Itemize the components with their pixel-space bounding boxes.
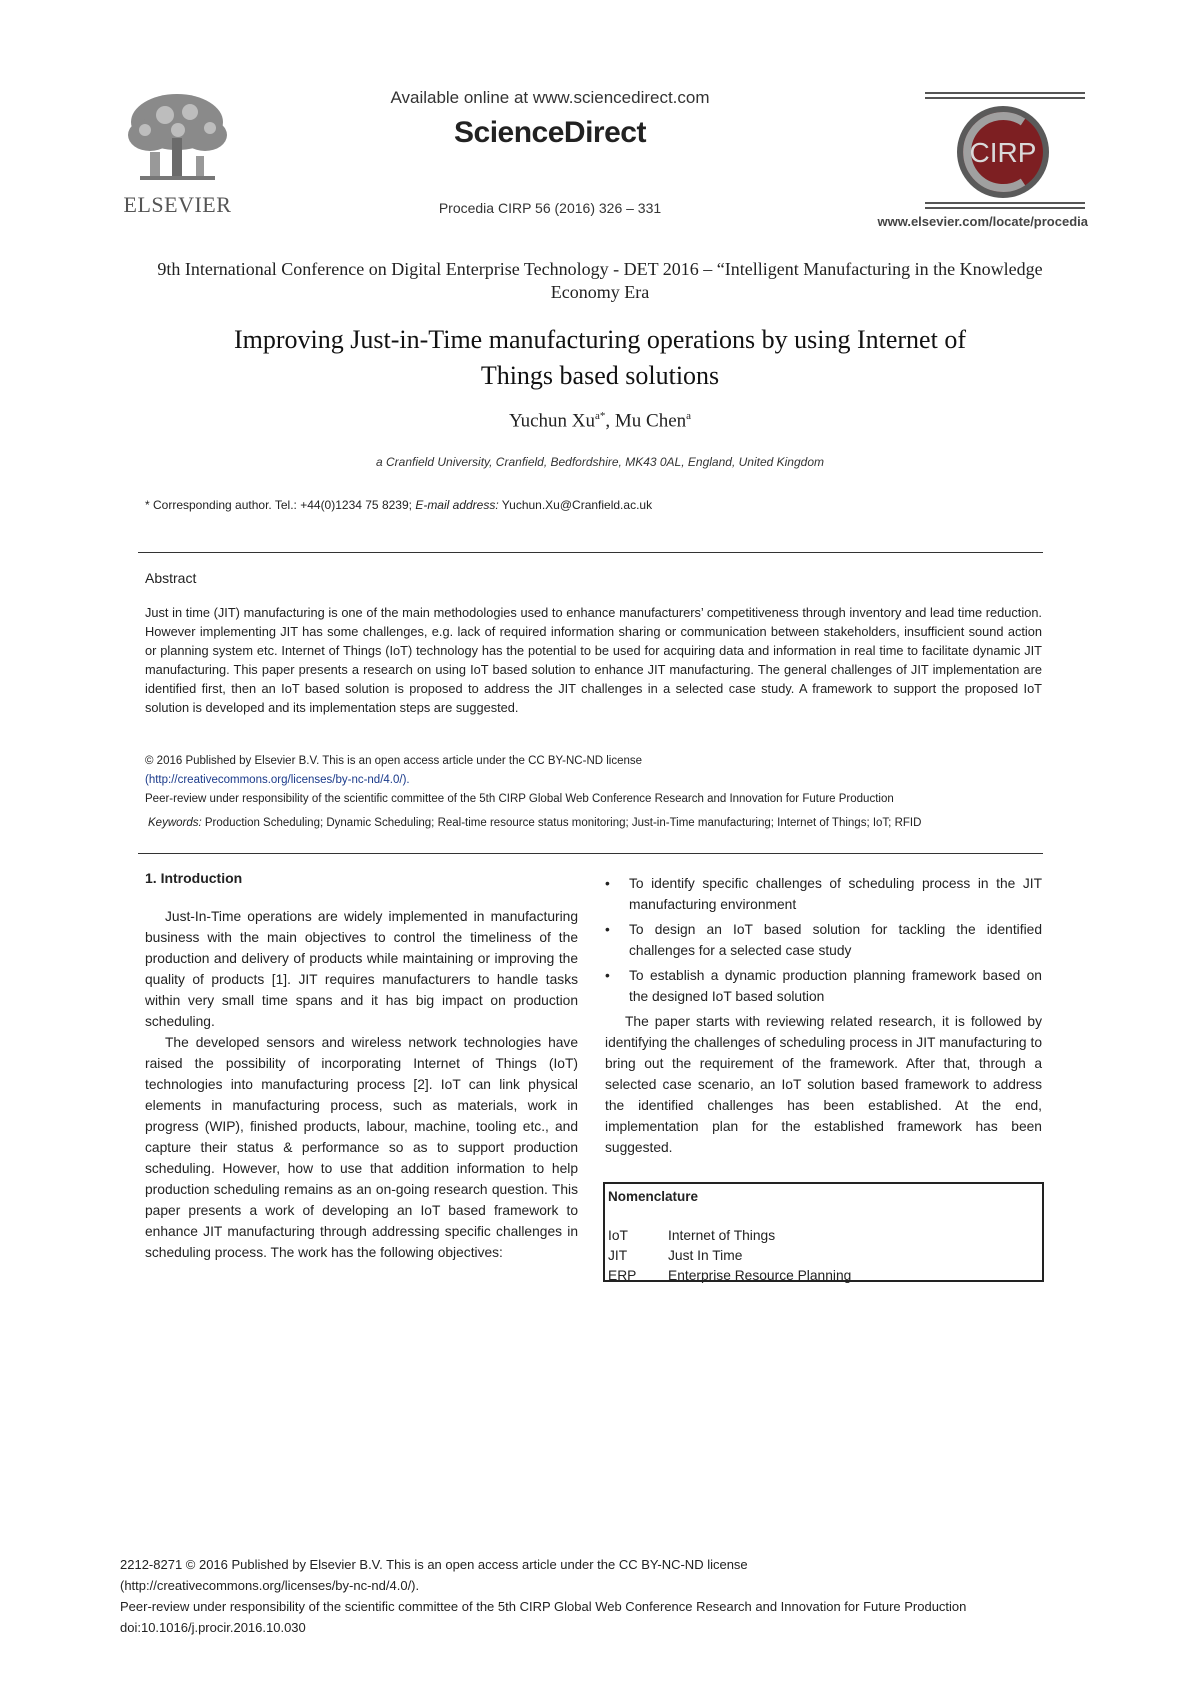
license-notice: © 2016 Published by Elsevier B.V. This is an open access article under the CC BY-NC-ND license: [145, 755, 643, 767]
nomenclature-abbr: JIT: [608, 1248, 628, 1263]
footer-doi[interactable]: doi:10.1016/j.procir.2016.10.030: [120, 1620, 306, 1635]
author-name: Mu Chen: [614, 410, 687, 432]
affiliation: a Cranfield University, Cranfield, Bedfordshire, MK43 0AL, England, United Kingdom: [375, 455, 824, 469]
page-footer: [120, 1554, 1080, 1638]
author-name: Yuchun Xu: [508, 410, 595, 432]
keywords: [148, 817, 1045, 829]
footer-peer-review: Peer-review under responsibility of the scientific committee of the 5th CIRP Global Web Conference Research and Innovation for Future Production: [120, 1599, 967, 1614]
keywords-list: Production Scheduling; Dynamic Scheduling; Real-time resource status monitoring; Just-in-Time manufacturing; Internet of Things; IoT; RFID: [201, 817, 922, 829]
section-heading-introduction: 1. Introduction: [145, 870, 243, 886]
footer-issn-license: 2212-8271 © 2016 Published by Elsevier B.V. This is an open access article under the CC BY-NC-ND license: [120, 1557, 748, 1572]
abstract-body: Just in time (JIT) manufacturing is one of the main methodologies used to enhance manufacturers’ competitiveness through inventory and lead time reduction. However implementing JIT has some challenges, e.g. lack of required information sharing or communication between stakeholders, insufficient sound action or planning system etc. Internet of Things (IoT) technology has the potential to be used for acquiring data and information in real time to facilitate dynamic JIT manufacturing. This paper presents a research on using IoT based solution to enhance JIT manufacturing. The general challenges of JIT implementation are identified first, then an IoT based solution is proposed to address the JIT challenges in a selected case study. A framework to support the proposed IoT solution is developed and its implementation steps are suggested.: [145, 605, 1042, 715]
corresponding-label: * Corresponding author. Tel.: +44(0)1234 75 8239;: [145, 498, 416, 512]
author-separator: ,: [605, 410, 615, 432]
author-list: [130, 410, 1070, 432]
elsevier-wordmark: ELSEVIER: [123, 192, 232, 217]
intro-paragraph-1: Just-In-Time operations are widely implemented in manufacturing business with the main objectives to control the timeliness of the production and delivery of products while maintaining or improving the quality of products [1]. JIT requires manufacturers to handle tasks within very small time spans and it has big impact on production scheduling.: [145, 909, 578, 1029]
bullet-symbol: •: [605, 922, 610, 937]
cirp-logo-text: CIRP: [969, 137, 1037, 168]
divider: [138, 552, 1043, 553]
list-item: [605, 965, 1042, 1007]
nomenclature-heading: Nomenclature: [608, 1189, 699, 1204]
nomenclature-row: [608, 1246, 851, 1266]
journal-url-link[interactable]: www.elsevier.com/locate/procedia: [877, 214, 1088, 229]
nomenclature-row: [608, 1226, 851, 1246]
nomenclature-term: Just In Time: [668, 1248, 743, 1263]
bullet-symbol: •: [605, 876, 610, 891]
author-affiliation-mark: a*: [595, 410, 606, 422]
nomenclature-box: [603, 1182, 1044, 1282]
sciencedirect-brand: ScienceDirect: [454, 116, 646, 149]
license-url[interactable]: (http://creativecommons.org/licenses/by-nc-nd/4.0/).: [145, 774, 410, 786]
intro-paragraph-3: The paper starts with reviewing related research, it is followed by identifying the challenges of scheduling process in JIT manufacturing to bring out the requirement of the framework. After that, through a selected case scenario, an IoT solution based framework to address the identified challenges has been established. At the end, implementation plan for the established framework has been suggested.: [605, 1014, 1042, 1155]
objective-text: To establish a dynamic production planning framework based on the designed IoT based solution: [629, 968, 1042, 1004]
objective-text: To design an IoT based solution for tackling the identified challenges for a selected case study: [629, 922, 1042, 958]
nomenclature-abbr: IoT: [608, 1228, 628, 1243]
nomenclature-list: [608, 1226, 851, 1286]
corresponding-author: [145, 498, 1045, 512]
nomenclature-term: Enterprise Resource Planning: [668, 1268, 852, 1283]
keywords-label: Keywords:: [148, 817, 202, 829]
list-item: [605, 873, 1042, 915]
right-column: [605, 873, 1042, 1158]
author-affiliation-mark: a: [686, 410, 692, 422]
title-line-1: Improving Just-in-Time manufacturing operations by using Internet of: [234, 325, 966, 354]
intro-paragraph-2: The developed sensors and wireless network technologies have raised the possibility of incorporating Internet of Things (IoT) technologies into manufacturing process [2]. IoT can link physical elements in manufacturing process, such as materials, work in progress (WIP), finished products, labour, machine, tooling etc., and capture their status & performance so as to support production scheduling. However, how to use that addition information to help production scheduling remains as an on-going research question. This paper presents a work of developing an IoT based framework to enhance JIT manufacturing through addressing specific challenges in scheduling process. The work has the following objectives:: [145, 1035, 578, 1260]
peer-review-notice: Peer-review under responsibility of the scientific committee of the 5th CIRP Global Web Conference Research and Innovation for Future Production: [145, 793, 894, 805]
list-item: [605, 919, 1042, 961]
title-line-2: Things based solutions: [480, 361, 720, 390]
divider: [138, 853, 1043, 854]
paper-title: [130, 322, 1070, 394]
objective-text: To identify specific challenges of scheduling process in the JIT manufacturing environment: [629, 876, 1042, 912]
abstract-heading: Abstract: [145, 570, 197, 586]
nomenclature-abbr: ERP: [608, 1268, 637, 1283]
conference-name: 9th International Conference on Digital Enterprise Technology - DET 2016 – “Intelligent Manufacturing in the Knowledge Economy Era: [157, 259, 1043, 302]
email-label: E-mail address:: [415, 498, 499, 512]
bullet-symbol: •: [605, 968, 610, 983]
cirp-logo: [925, 92, 1085, 210]
available-online-text: Available online at www.sciencedirect.com: [390, 88, 710, 107]
author-email[interactable]: Yuchun.Xu@Cranfield.ac.uk: [498, 498, 653, 512]
nomenclature-row: [608, 1266, 851, 1286]
left-column: [145, 906, 578, 1263]
journal-reference: Procedia CIRP 56 (2016) 326 – 331: [438, 200, 662, 216]
nomenclature-term: Internet of Things: [668, 1228, 776, 1243]
license-link[interactable]: [145, 771, 1042, 789]
footer-license-url[interactable]: (http://creativecommons.org/licenses/by-nc-nd/4.0/).: [120, 1578, 420, 1593]
objectives-list: [605, 873, 1042, 1007]
